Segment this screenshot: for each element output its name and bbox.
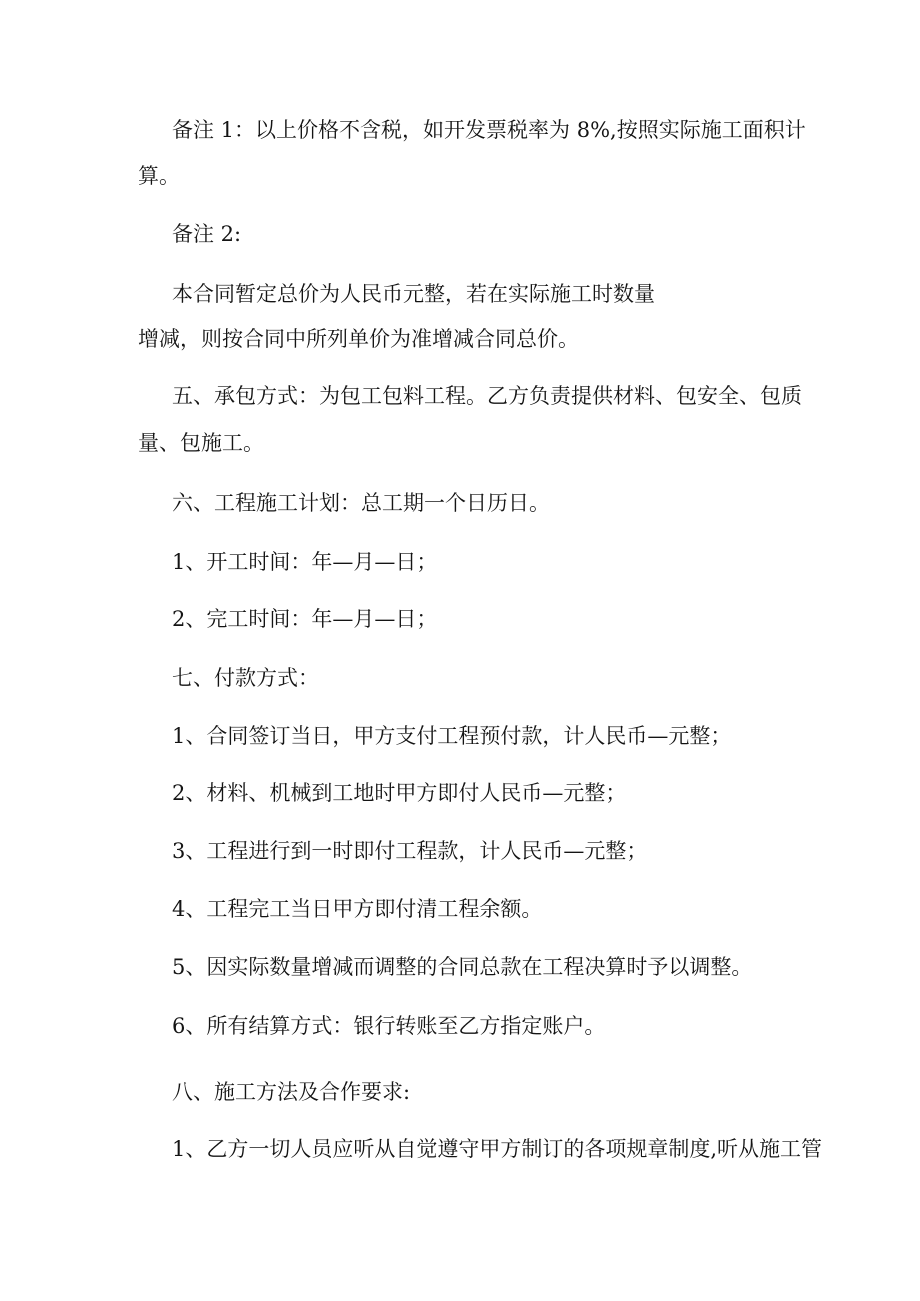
section7-heading: 七、付款方式： [172, 666, 319, 690]
section7-item4: 4、工程完工当日甲方即付清工程余额。 [172, 897, 543, 921]
note1-line1: 备注 1：以上价格不含税，如开发票税率为 8%,按照实际施工面积计 [172, 118, 806, 142]
section5-line2: 量、包施工。 [138, 431, 264, 455]
section7-item1: 1、合同签订当日，甲方支付工程预付款，计人民币—元整； [172, 724, 732, 748]
section7-item3: 3、工程进行到一时即付工程款，计人民币—元整； [172, 839, 648, 863]
section6-heading: 六、工程施工计划：总工期一个日历日。 [172, 491, 550, 515]
note2-line1: 本合同暂定总价为人民币元整，若在实际施工时数量 [172, 282, 655, 306]
section7-item2: 2、材料、机械到工地时甲方即付人民币—元整； [172, 781, 627, 805]
section8-heading: 八、施工方法及合作要求: [172, 1080, 411, 1104]
note1-line2: 算。 [138, 164, 180, 188]
section6-item2: 2、完工时间：年—月—日； [172, 607, 438, 631]
note2-line2: 增减，则按合同中所列单价为准增减合同总价。 [138, 327, 579, 351]
section8-item1: 1、乙方一切人员应听从自觉遵守甲方制订的各项规章制度,听从施工管 [172, 1137, 823, 1161]
section6-item1: 1、开工时间：年—月—日； [172, 550, 438, 574]
section5-line1: 五、承包方式：为包工包料工程。乙方负责提供材料、包安全、包质 [172, 384, 802, 408]
note2-heading: 备注 2: [172, 222, 242, 246]
section7-item6: 6、所有结算方式：银行转账至乙方指定账户。 [172, 1014, 606, 1038]
section7-item5: 5、因实际数量增减而调整的合同总款在工程决算时予以调整。 [172, 955, 753, 979]
